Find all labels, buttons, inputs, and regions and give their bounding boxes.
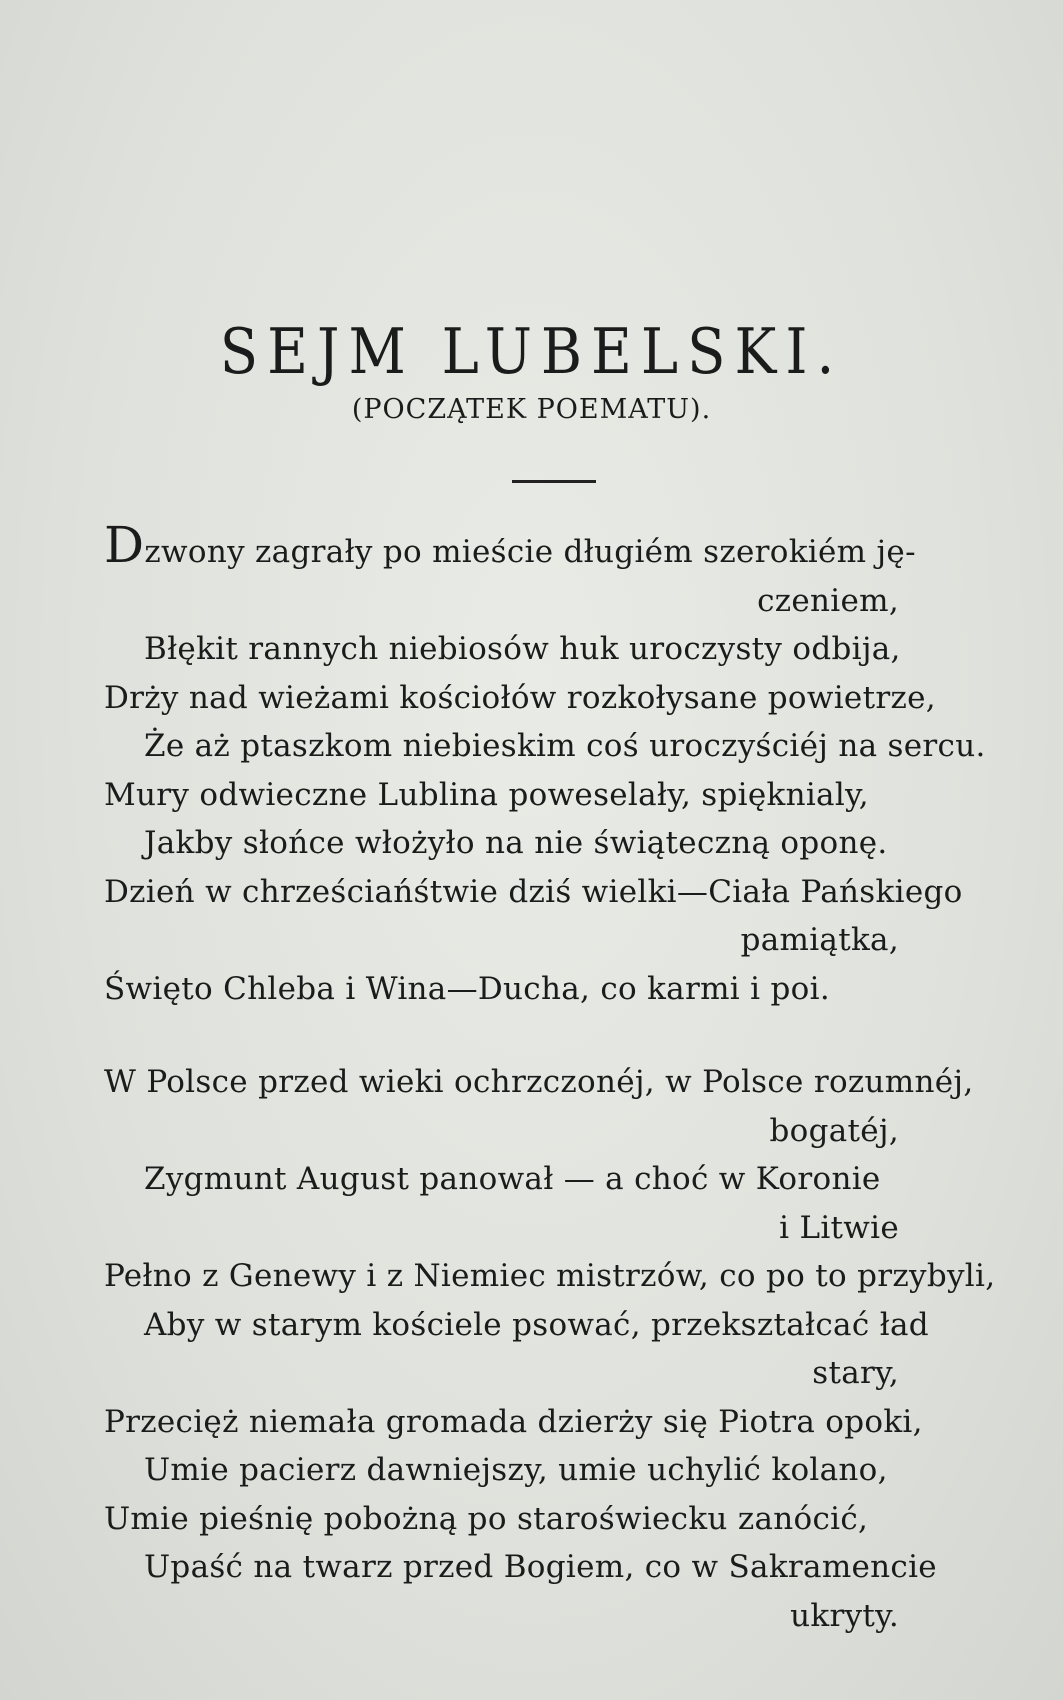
poem-line-turnover: pamiątka,	[740, 922, 899, 958]
stanza-break	[104, 1013, 1004, 1058]
poem-body	[104, 516, 1004, 1640]
poem-line: Umie pieśnię pobożną po staroświecku zanócić,	[104, 1500, 869, 1537]
title-divider	[512, 480, 596, 483]
poem-line: Jakby słońce włożyło na nie świąteczną oponę.	[144, 825, 888, 861]
poem-line-text: zwony zagrały po mieście długiém szerokiém ję-	[144, 534, 916, 570]
poem-line: Umie pacierz dawniejszy, umie uchylić kolano,	[144, 1452, 888, 1488]
poem-line: Że aż ptaszkom niebieskim coś uroczyściéj na sercu.	[144, 728, 986, 764]
poem-line-turnover: stary,	[812, 1355, 899, 1391]
poem-line: Błękit rannych niebiosów huk uroczysty odbija,	[144, 631, 901, 667]
poem-line: Dzień w chrześciańśtwie dziś wielki—Ciała Pańskiego	[104, 873, 963, 910]
poem-line: Aby w starym kościele psować, przekształcać ład	[144, 1306, 929, 1343]
poem-line: Upaść na twarz przed Bogiem, co w Sakramencie	[144, 1549, 937, 1585]
page-subtitle: (POCZĄTEK POEMATU).	[351, 394, 712, 425]
poem-line: Mury odwieczne Lublina poweselały, spięknialy,	[104, 776, 869, 813]
poem-line: Przecięż niemała gromada dzierży się Piotra opoki,	[104, 1403, 923, 1440]
poem-line: Zygmunt August panował — a choć w Koronie	[144, 1161, 881, 1197]
poem-line: Drży nad wieżami kościołów rozkołysane powietrze,	[104, 679, 936, 716]
drop-cap: D	[104, 516, 145, 574]
poem-line-turnover: i Litwie	[779, 1209, 899, 1246]
poem-line: W Polsce przed wieki ochrzczonéj, w Polsce rozumnéj,	[104, 1064, 974, 1100]
poem-line	[104, 516, 1004, 577]
poem-line-turnover: bogatéj,	[769, 1112, 899, 1149]
page-title: SEJM LUBELSKI.	[219, 315, 844, 389]
poem-line-turnover: czeniem,	[757, 582, 899, 619]
poem-line: Święto Chleba i Wina—Ducha, co karmi i poi.	[104, 970, 830, 1007]
poem-line: Pełno z Genewy i z Niemiec mistrzów, co po to przybyli,	[104, 1258, 996, 1294]
poem-line-turnover: ukryty.	[790, 1597, 899, 1634]
